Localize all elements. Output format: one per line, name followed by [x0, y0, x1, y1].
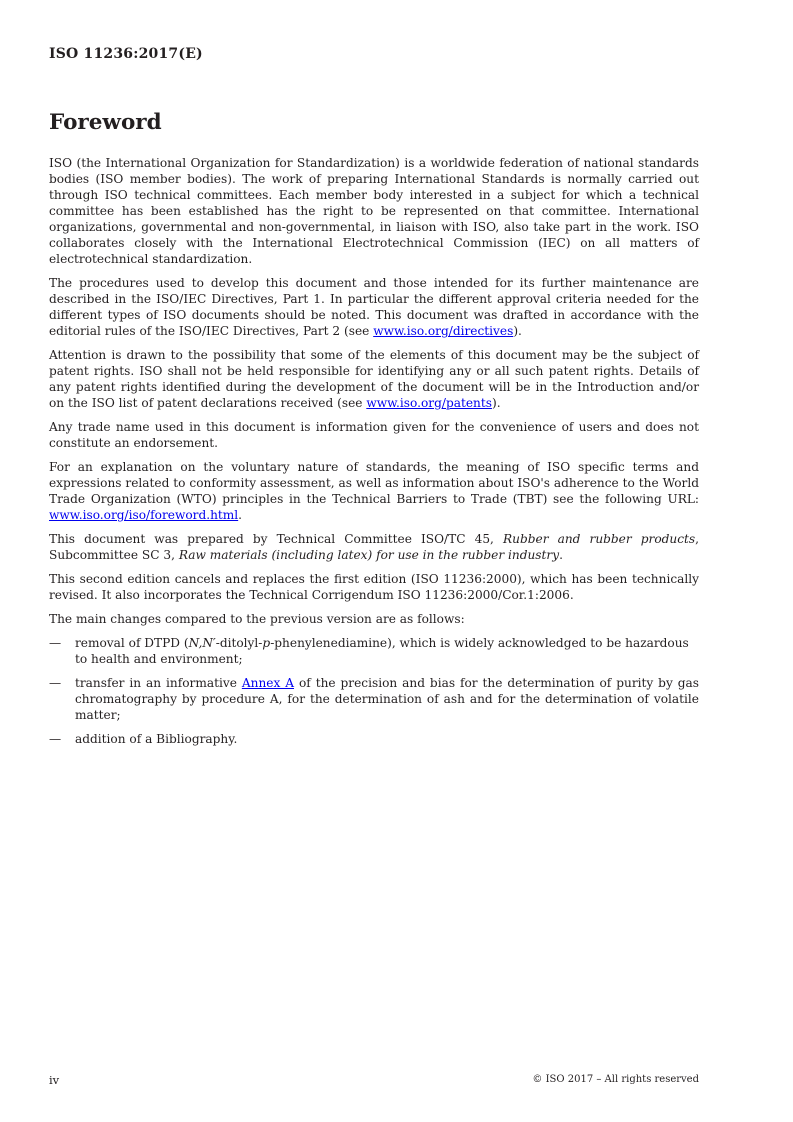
foreword-link[interactable]: www.iso.org/iso/foreword.html	[49, 508, 239, 522]
list-item-text-start: removal of DTPD (	[75, 636, 189, 650]
paragraph-voluntary-end: .	[238, 508, 243, 522]
foreword-body	[49, 155, 699, 755]
document-id-header: ISO 11236:2017(E)	[49, 46, 203, 62]
list-item-text-start: transfer in an informative	[75, 676, 242, 690]
list-item-text	[75, 635, 699, 667]
chemical-prefix-p: p	[262, 636, 271, 650]
patents-link[interactable]: www.iso.org/patents	[366, 396, 492, 410]
paragraph-patents-text: Attention is drawn to the possibility that some of the elements of this document may be the subject of patent rights. ISO shall not be held responsible for identifying any or all such patent rights. Details of any patent rights identified during the development of the document will be in the Introduction and/or on the ISO list of patent declarations received (see	[49, 348, 699, 410]
committee-title: Rubber and rubber products	[503, 532, 696, 546]
list-item	[49, 731, 699, 747]
chemical-prefix-nn: N,N′	[188, 636, 216, 650]
page-number: iv	[49, 1073, 60, 1087]
paragraph-procedures-end: ).	[513, 324, 522, 338]
paragraph-patents-end: ).	[491, 396, 501, 410]
paragraph-prepared-mid: , Subcommittee SC 3,	[49, 532, 699, 562]
list-item	[49, 675, 699, 723]
paragraph-trade-name: Any trade name used in this document is information given for the convenience of users and does not constitute an endorsement.	[49, 420, 699, 450]
paragraph-patents	[49, 347, 699, 411]
list-item	[49, 635, 699, 667]
dash-bullet: —	[49, 732, 62, 746]
directives-link[interactable]: www.iso.org/directives	[373, 324, 514, 338]
paragraph-prepared-by	[49, 531, 699, 563]
list-item-text-end: of the precision and bias for the determination of purity by gas chromatography by procedure A, for the determination of ash and for the determination of volatile matter;	[75, 676, 699, 722]
annex-a-link[interactable]: Annex A	[241, 676, 295, 690]
dash-bullet: —	[49, 636, 62, 650]
list-item-text: addition of a Bibliography.	[75, 732, 238, 746]
list-item-text	[75, 675, 699, 723]
paragraph-voluntary-nature	[49, 459, 699, 523]
paragraph-iso-overview: ISO (the International Organization for Standardization) is a worldwide federation of national standards bodies (ISO member bodies). The work of preparing International Standards is normally carried out through ISO technical committees. Each member body interested in a subject for which a technical committee has been established has the right to be represented on that committee. International organizations, governmental and non-governmental, in liaison with ISO, also take part in the work. ISO collaborates closely with the International Electrotechnical Commission (IEC) on all matters of electrotechnical standardization.	[49, 156, 699, 266]
copyright-notice: © ISO 2017 – All rights reserved	[532, 1074, 699, 1085]
page-title: Foreword	[49, 110, 162, 135]
paragraph-voluntary-text: For an explanation on the voluntary nature of standards, the meaning of ISO specific terms and expressions related to conformity assessment, as well as information about ISO's adherence to the World Trade Organization (WTO) principles in the Technical Barriers to Trade (TBT) see the following URL:	[49, 460, 699, 506]
paragraph-prepared-text: This document was prepared by Technical Committee ISO/TC 45,	[49, 532, 504, 546]
paragraph-procedures	[49, 275, 699, 339]
list-item-text-end: -phenylenediamine), which is widely acknowledged to be hazardous to health and environment;	[75, 636, 689, 666]
paragraph-edition: This second edition cancels and replaces the first edition (ISO 11236:2000), which has been technically revised. It also incorporates the Technical Corrigendum ISO 11236:2000/Cor.1:2006.	[49, 572, 699, 602]
subcommittee-title: Raw materials (including latex) for use in the rubber industry	[178, 548, 560, 562]
paragraph-main-changes: The main changes compared to the previous version are as follows:	[49, 612, 465, 626]
paragraph-procedures-text: The procedures used to develop this document and those intended for its further maintenance are described in the ISO/IEC Directives, Part 1. In particular the different approval criteria needed for the different types of ISO documents should be noted. This document was drafted in accordance with the editorial rules of the ISO/IEC Directives, Part 2 (see	[49, 276, 699, 338]
list-item-text-mid: -ditolyl-	[215, 636, 263, 650]
dash-bullet: —	[49, 676, 62, 690]
paragraph-prepared-end: .	[559, 548, 563, 562]
